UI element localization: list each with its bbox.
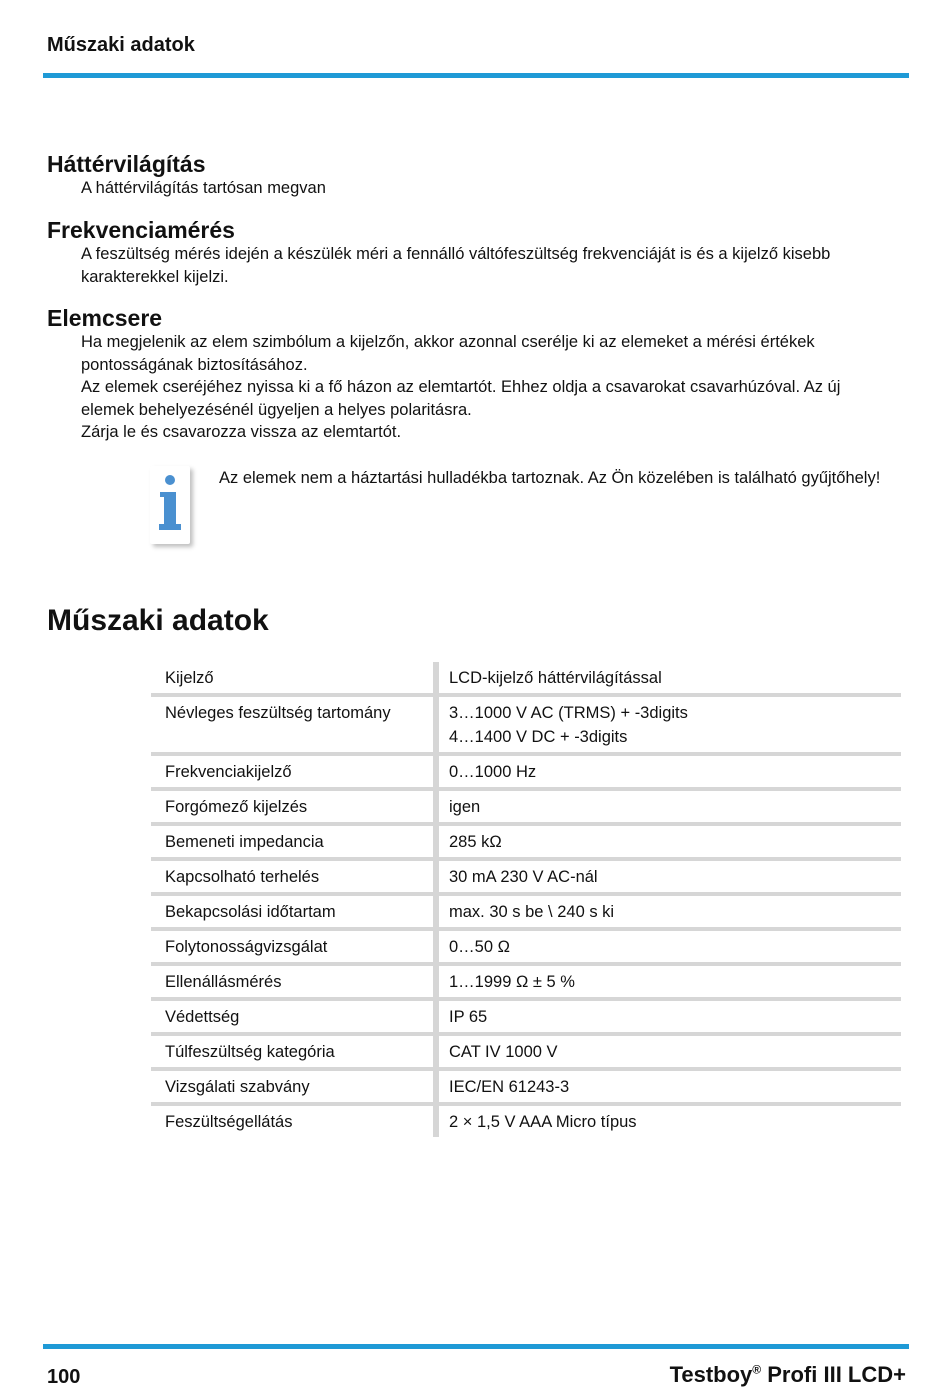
spec-label: Névleges feszültség tartomány [151,695,433,754]
spec-value [439,1069,901,1104]
info-note-text: Az elemek nem a háztartási hulladékba tartoznak. Az Ön közelében is található gyűjtőhely! [219,469,881,487]
product-name [670,1362,906,1388]
spec-value-line: 3…1000 V AC (TRMS) + -3digits [449,704,688,722]
table-row [151,695,901,754]
spec-value [439,929,901,964]
table-row [151,859,901,894]
spec-label: Bekapcsolási időtartam [151,894,433,929]
table-row [151,662,901,695]
table-row [151,1069,901,1104]
spec-value-line: igen [449,798,481,816]
paragraph: Ha megjelenik az elem szimbólum a kijelzőn, akkor azonnal cserélje ki az elemeket a mérési értékek pontosságának biztosításához. [81,333,815,374]
spec-value [439,789,901,824]
paragraph: Az elemek cseréjéhez nyissa ki a fő házon az elemtartót. Ehhez oldja a csavarokat csavarhúzóval. Az új elemek behelyezésénél ügyeljen a helyes polaritásra. [81,378,841,419]
spec-label: Forgómező kijelzés [151,789,433,824]
section-battery-change [47,305,897,444]
table-row [151,754,901,789]
spec-value [439,1104,901,1137]
spec-value-line: IEC/EN 61243-3 [449,1078,570,1096]
section-frequency [47,217,897,288]
section-title: Háttérvilágítás [47,151,206,177]
spec-label: Kapcsolható terhelés [151,859,433,894]
spec-label: Vizsgálati szabvány [151,1069,433,1104]
spec-value-line: LCD-kijelző háttérvilágítással [449,669,662,687]
spec-label: Feszültségellátás [165,1113,293,1131]
specs-table [151,662,901,1137]
spec-value [439,999,901,1034]
paragraph: Zárja le és csavarozza vissza az elemtartót. [81,423,402,441]
spec-value [439,1034,901,1069]
section-title: Frekvenciamérés [47,217,235,243]
footer-rule [43,1344,909,1349]
spec-value [439,824,901,859]
spec-label: Frekvenciakijelző [151,754,433,789]
spec-label: Védettség [151,999,433,1034]
spec-value-line: max. 30 s be \ 240 s ki [449,903,615,921]
brand-name: Testboy [669,1362,753,1387]
table-row [151,1034,901,1069]
spec-value-line: IP 65 [449,1008,488,1026]
spec-value-line: 1…1999 Ω ± 5 % [449,973,575,991]
spec-value-line: 0…1000 Hz [449,763,537,781]
header-rule [43,73,909,78]
info-icon [150,466,190,544]
spec-value-line: 0…50 Ω [449,938,510,956]
spec-label: Túlfeszültség kategória [151,1034,433,1069]
table-row [151,1104,901,1137]
spec-value-line: CAT IV 1000 V [449,1043,558,1061]
spec-label: Kijelző [151,662,433,695]
table-row [151,824,901,859]
table-row [151,894,901,929]
table-row [151,964,901,999]
spec-value-line: 30 mA 230 V AC-nál [449,868,598,886]
specs-title: Műszaki adatok [47,604,269,637]
section-title: Elemcsere [47,305,163,331]
spec-value [439,662,901,695]
model-name: Profi III LCD+ [761,1362,906,1387]
page-number: 100 [47,1366,81,1388]
spec-value [439,754,901,789]
spec-value [439,859,901,894]
section-backlight [47,151,897,200]
trademark-symbol: ® [752,1362,762,1377]
spec-value [439,894,901,929]
table-row [151,929,901,964]
running-header-title: Műszaki adatok [47,34,195,56]
spec-label: Bemeneti impedancia [151,824,433,859]
paragraph: A háttérvilágítás tartósan megvan [81,179,326,197]
spec-label: Folytonosságvizsgálat [151,929,433,964]
table-row [151,999,901,1034]
spec-value-line: 4…1400 V DC + -3digits [449,728,628,746]
spec-value-line: 285 kΩ [449,833,502,851]
spec-value [439,964,901,999]
spec-value-line: 2 × 1,5 V AAA Micro típus [449,1113,637,1131]
spec-label: Ellenállásmérés [151,964,433,999]
table-row [151,789,901,824]
spec-value [439,695,901,754]
paragraph: A feszültség mérés idején a készülék méri a fennálló váltófeszültség frekvenciáját is és a kijelző kisebb karakterekkel kijelzi. [81,245,831,286]
